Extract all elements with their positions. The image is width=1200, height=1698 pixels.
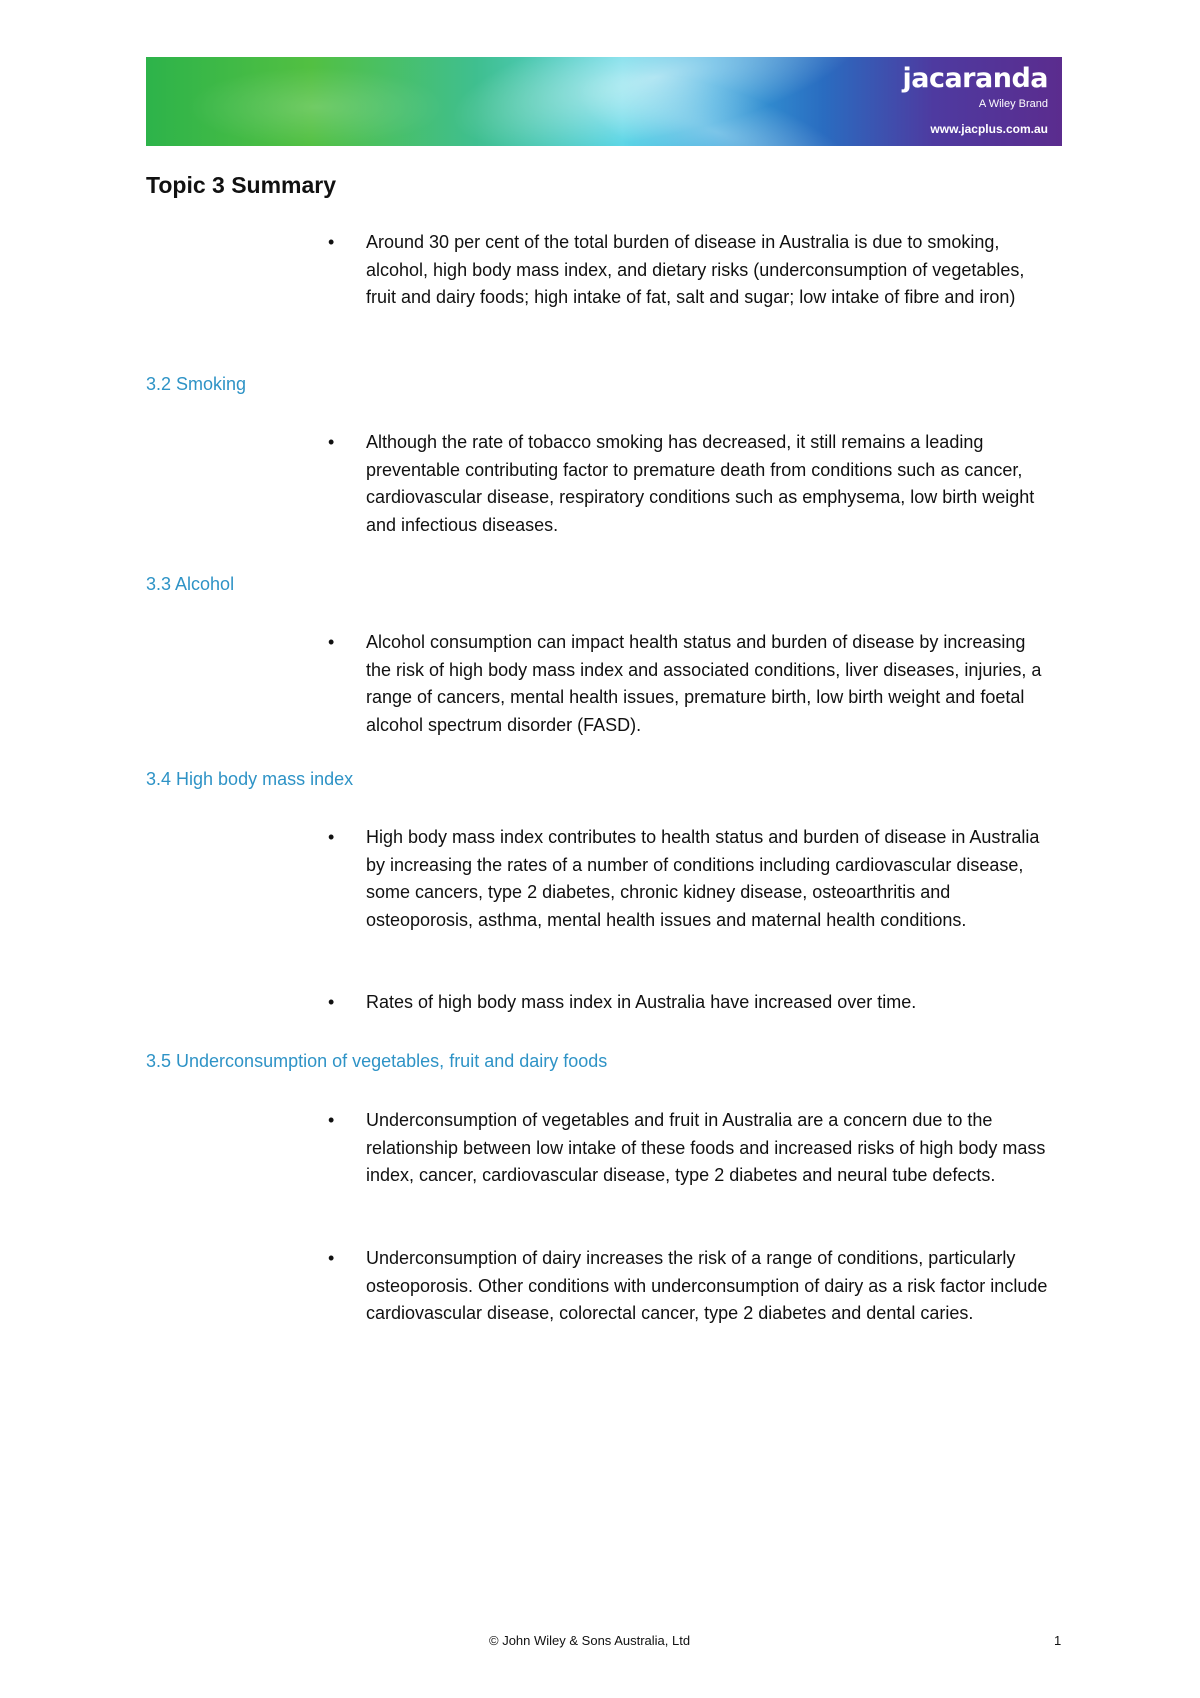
bmi-bullet [328, 989, 1054, 1017]
footer-copyright: © John Wiley & Sons Australia, Ltd [489, 1633, 691, 1648]
page-title: Topic 3 Summary [146, 172, 337, 198]
alcohol-bullet [328, 629, 1054, 739]
smoking-bullet [328, 429, 1054, 539]
bullet-icon: • [328, 232, 335, 252]
section-heading-smoking: 3.2 Smoking [146, 374, 247, 394]
intro-bullet [328, 229, 1054, 312]
bmi-bullet [328, 824, 1054, 934]
bullet-text: High body mass index contributes to health status and burden of disease in Australia by increasing the rates of a number of conditions including cardiovascular disease, some cancers, type 2 diabetes, chronic kidney disease, osteoarthritis and osteoporosis, asthma, mental health issues and maternal health conditions. [366, 827, 1040, 930]
brand-url: www.jacplus.com.au [930, 122, 1048, 136]
bullet-text: Underconsumption of vegetables and fruit in Australia are a concern due to the relationship between low intake of these foods and increased risks of high body mass index, cancer, cardiovascular disease, type 2 diabetes and neural tube defects. [366, 1110, 1046, 1185]
bullet-text: Rates of high body mass index in Australia have increased over time. [366, 992, 917, 1012]
bullet-icon: • [328, 992, 335, 1012]
brand-logo: jacaranda [902, 63, 1048, 94]
underconsumption-bullet [328, 1245, 1054, 1328]
banner-light-streak [186, 67, 446, 146]
header-banner [146, 57, 1062, 146]
bullet-text: Although the rate of tobacco smoking has decreased, it still remains a leading preventable contributing factor to premature death from conditions such as cancer, cardiovascular disease, respiratory conditions such as emphysema, low birth weight and infectious diseases. [366, 432, 1035, 535]
brand-tagline: A Wiley Brand [978, 98, 1048, 110]
bullet-text: Underconsumption of dairy increases the risk of a range of conditions, particularly osteoporosis. Other conditions with underconsumption of dairy as a risk factor include cardiovascular disease, colorectal cancer, type 2 diabetes and dental caries. [366, 1248, 1048, 1323]
bullet-icon: • [328, 827, 335, 847]
bullet-icon: • [328, 432, 335, 452]
bullet-icon: • [328, 1248, 335, 1268]
bullet-text: Around 30 per cent of the total burden of disease in Australia is due to smoking, alcohol, high body mass index, and dietary risks (underconsumption of vegetables, fruit and dairy foods; high intake of fat, salt and sugar; low intake of fibre and iron) [366, 232, 1025, 307]
underconsumption-bullet [328, 1107, 1054, 1190]
bullet-icon: • [328, 1110, 335, 1130]
section-heading-underconsumption: 3.5 Underconsumption of vegetables, fruit and dairy foods [146, 1051, 608, 1071]
section-heading-alcohol: 3.3 Alcohol [146, 574, 235, 594]
bullet-icon: • [328, 632, 335, 652]
bullet-text: Alcohol consumption can impact health status and burden of disease by increasing the risk of high body mass index and associated conditions, liver diseases, injuries, a range of cancers, mental health issues, premature birth, low birth weight and foetal alcohol spectrum disorder (FASD). [366, 632, 1042, 735]
section-heading-bmi: 3.4 High body mass index [146, 769, 354, 789]
page-number: 1 [1054, 1633, 1062, 1648]
